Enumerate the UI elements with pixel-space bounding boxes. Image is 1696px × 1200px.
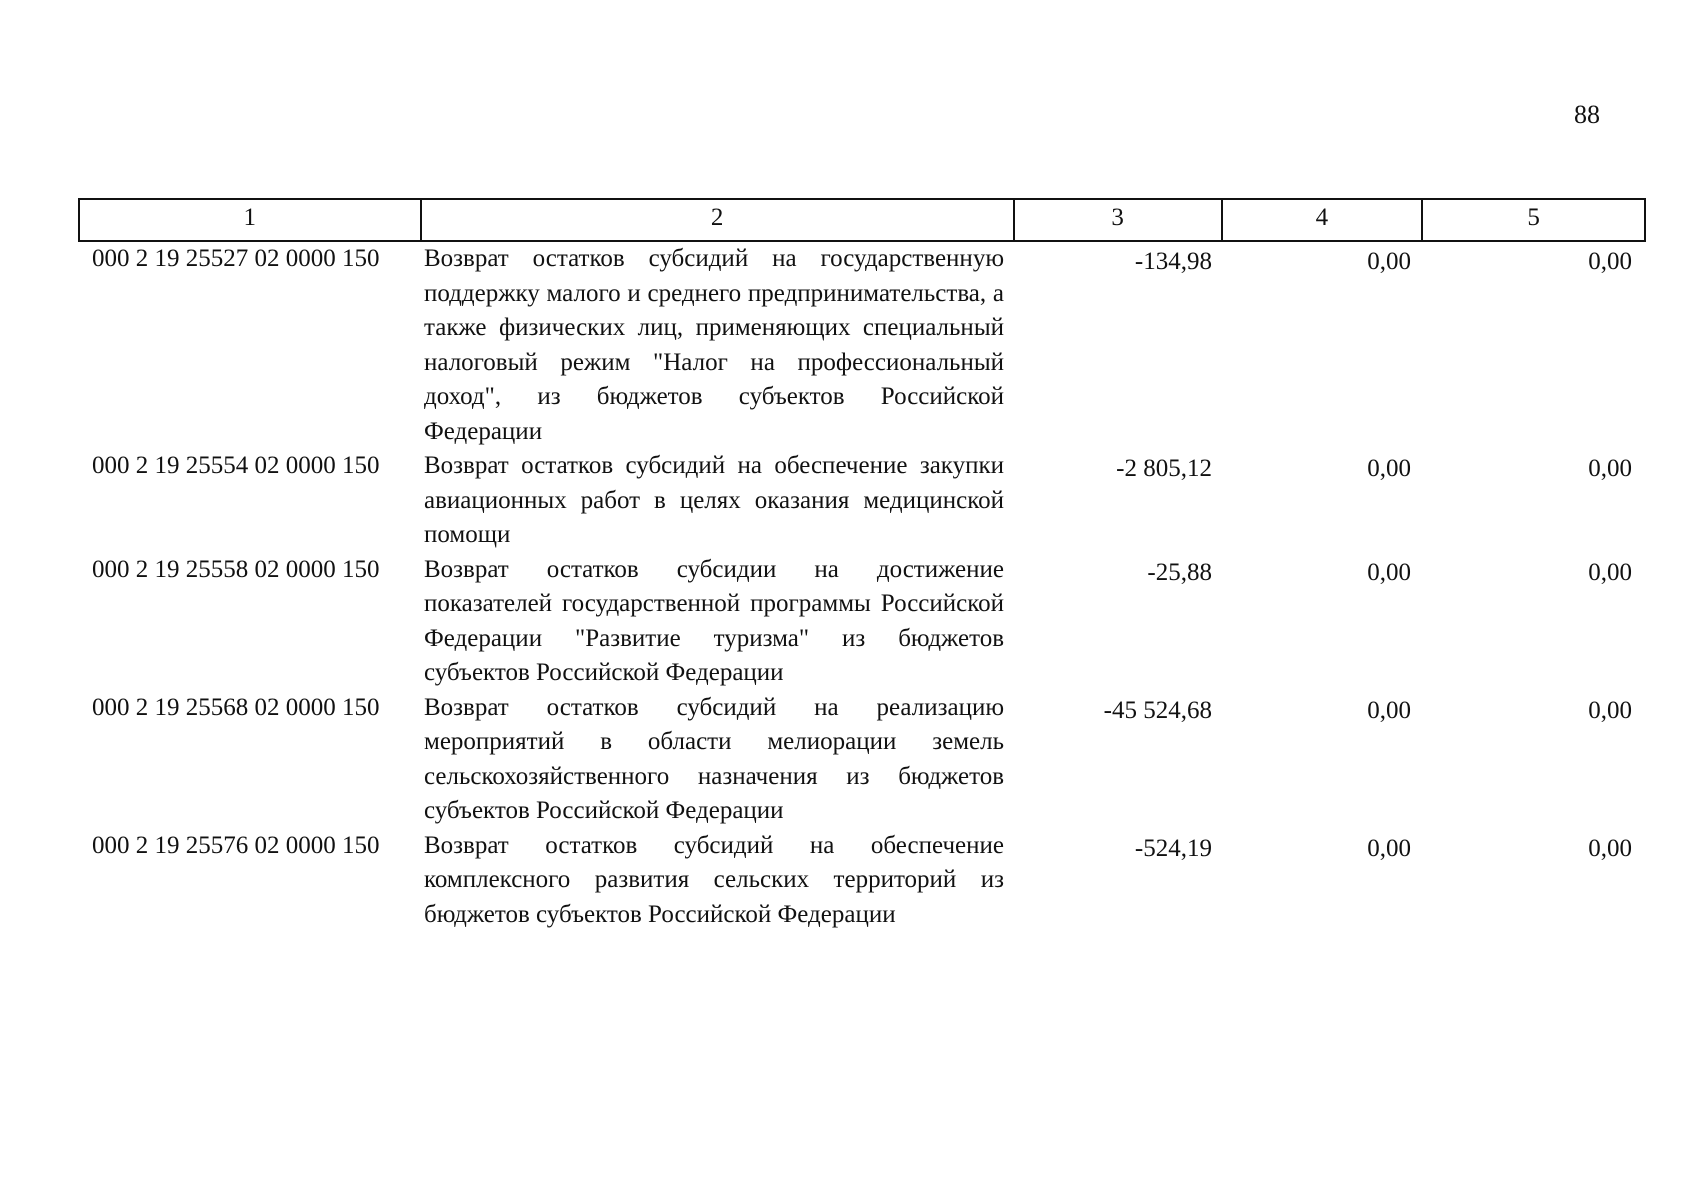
table-row <box>78 829 1646 933</box>
amount-col3: -2 805,12 <box>1116 455 1212 482</box>
table-row <box>78 691 1646 829</box>
budget-code: 000 2 19 25554 02 0000 150 <box>92 452 380 479</box>
budget-code: 000 2 19 25558 02 0000 150 <box>92 555 380 583</box>
budget-code: 000 2 19 25527 02 0000 150 <box>92 245 380 272</box>
amount-col3: -134,98 <box>1134 248 1212 275</box>
amount-col4: 0,00 <box>1367 696 1411 724</box>
amount-col4: 0,00 <box>1367 248 1411 275</box>
table-row <box>78 242 1646 449</box>
row-description: Возврат остатков субсидий на обеспечение закупки авиационных работ в целях оказания медицинской помощи <box>424 452 1004 548</box>
amount-col4: 0,00 <box>1367 834 1411 862</box>
column-header-1: 1 <box>80 200 422 240</box>
amount-col5: 0,00 <box>1588 558 1632 586</box>
column-header-5: 5 <box>1423 200 1646 240</box>
amount-col3: -524,19 <box>1134 834 1212 862</box>
amount-col5: 0,00 <box>1588 696 1632 724</box>
table-header-row <box>78 198 1646 242</box>
table-row <box>78 553 1646 691</box>
amount-col5: 0,00 <box>1588 834 1632 862</box>
budget-code: 000 2 19 25568 02 0000 150 <box>92 693 380 721</box>
column-header-3: 3 <box>1015 200 1223 240</box>
row-description: Возврат остатков субсидий на реализацию мероприятий в области мелиорации земель сельскохозяйственного назначения из бюджетов субъектов Российской Федерации <box>424 693 1004 824</box>
amount-col4: 0,00 <box>1367 455 1411 482</box>
row-description: Возврат остатков субсидии на достижение показателей государственной программы Российской Федерации "Развитие туризма" из бюджетов субъектов Российской Федерации <box>424 555 1004 686</box>
budget-code: 000 2 19 25576 02 0000 150 <box>92 831 380 859</box>
row-description: Возврат остатков субсидий на государственную поддержку малого и среднего предпринимательства, а также физических лиц, применяющих специальный налоговый режим "Налог на профессиональный доход", из бюджетов субъектов Российской Федерации <box>424 245 1004 445</box>
row-description: Возврат остатков субсидий на обеспечение комплексного развития сельских территорий из бюджетов субъектов Российской Федерации <box>424 831 1004 928</box>
amount-col3: -45 524,68 <box>1103 696 1212 724</box>
amount-col5: 0,00 <box>1588 455 1632 482</box>
page-number: 88 <box>1574 100 1600 129</box>
column-header-4: 4 <box>1223 200 1424 240</box>
amount-col5: 0,00 <box>1588 248 1632 275</box>
amount-col4: 0,00 <box>1367 558 1411 586</box>
budget-table <box>78 198 1646 932</box>
column-header-2: 2 <box>422 200 1015 240</box>
amount-col3: -25,88 <box>1147 558 1212 586</box>
table-row <box>78 449 1646 553</box>
